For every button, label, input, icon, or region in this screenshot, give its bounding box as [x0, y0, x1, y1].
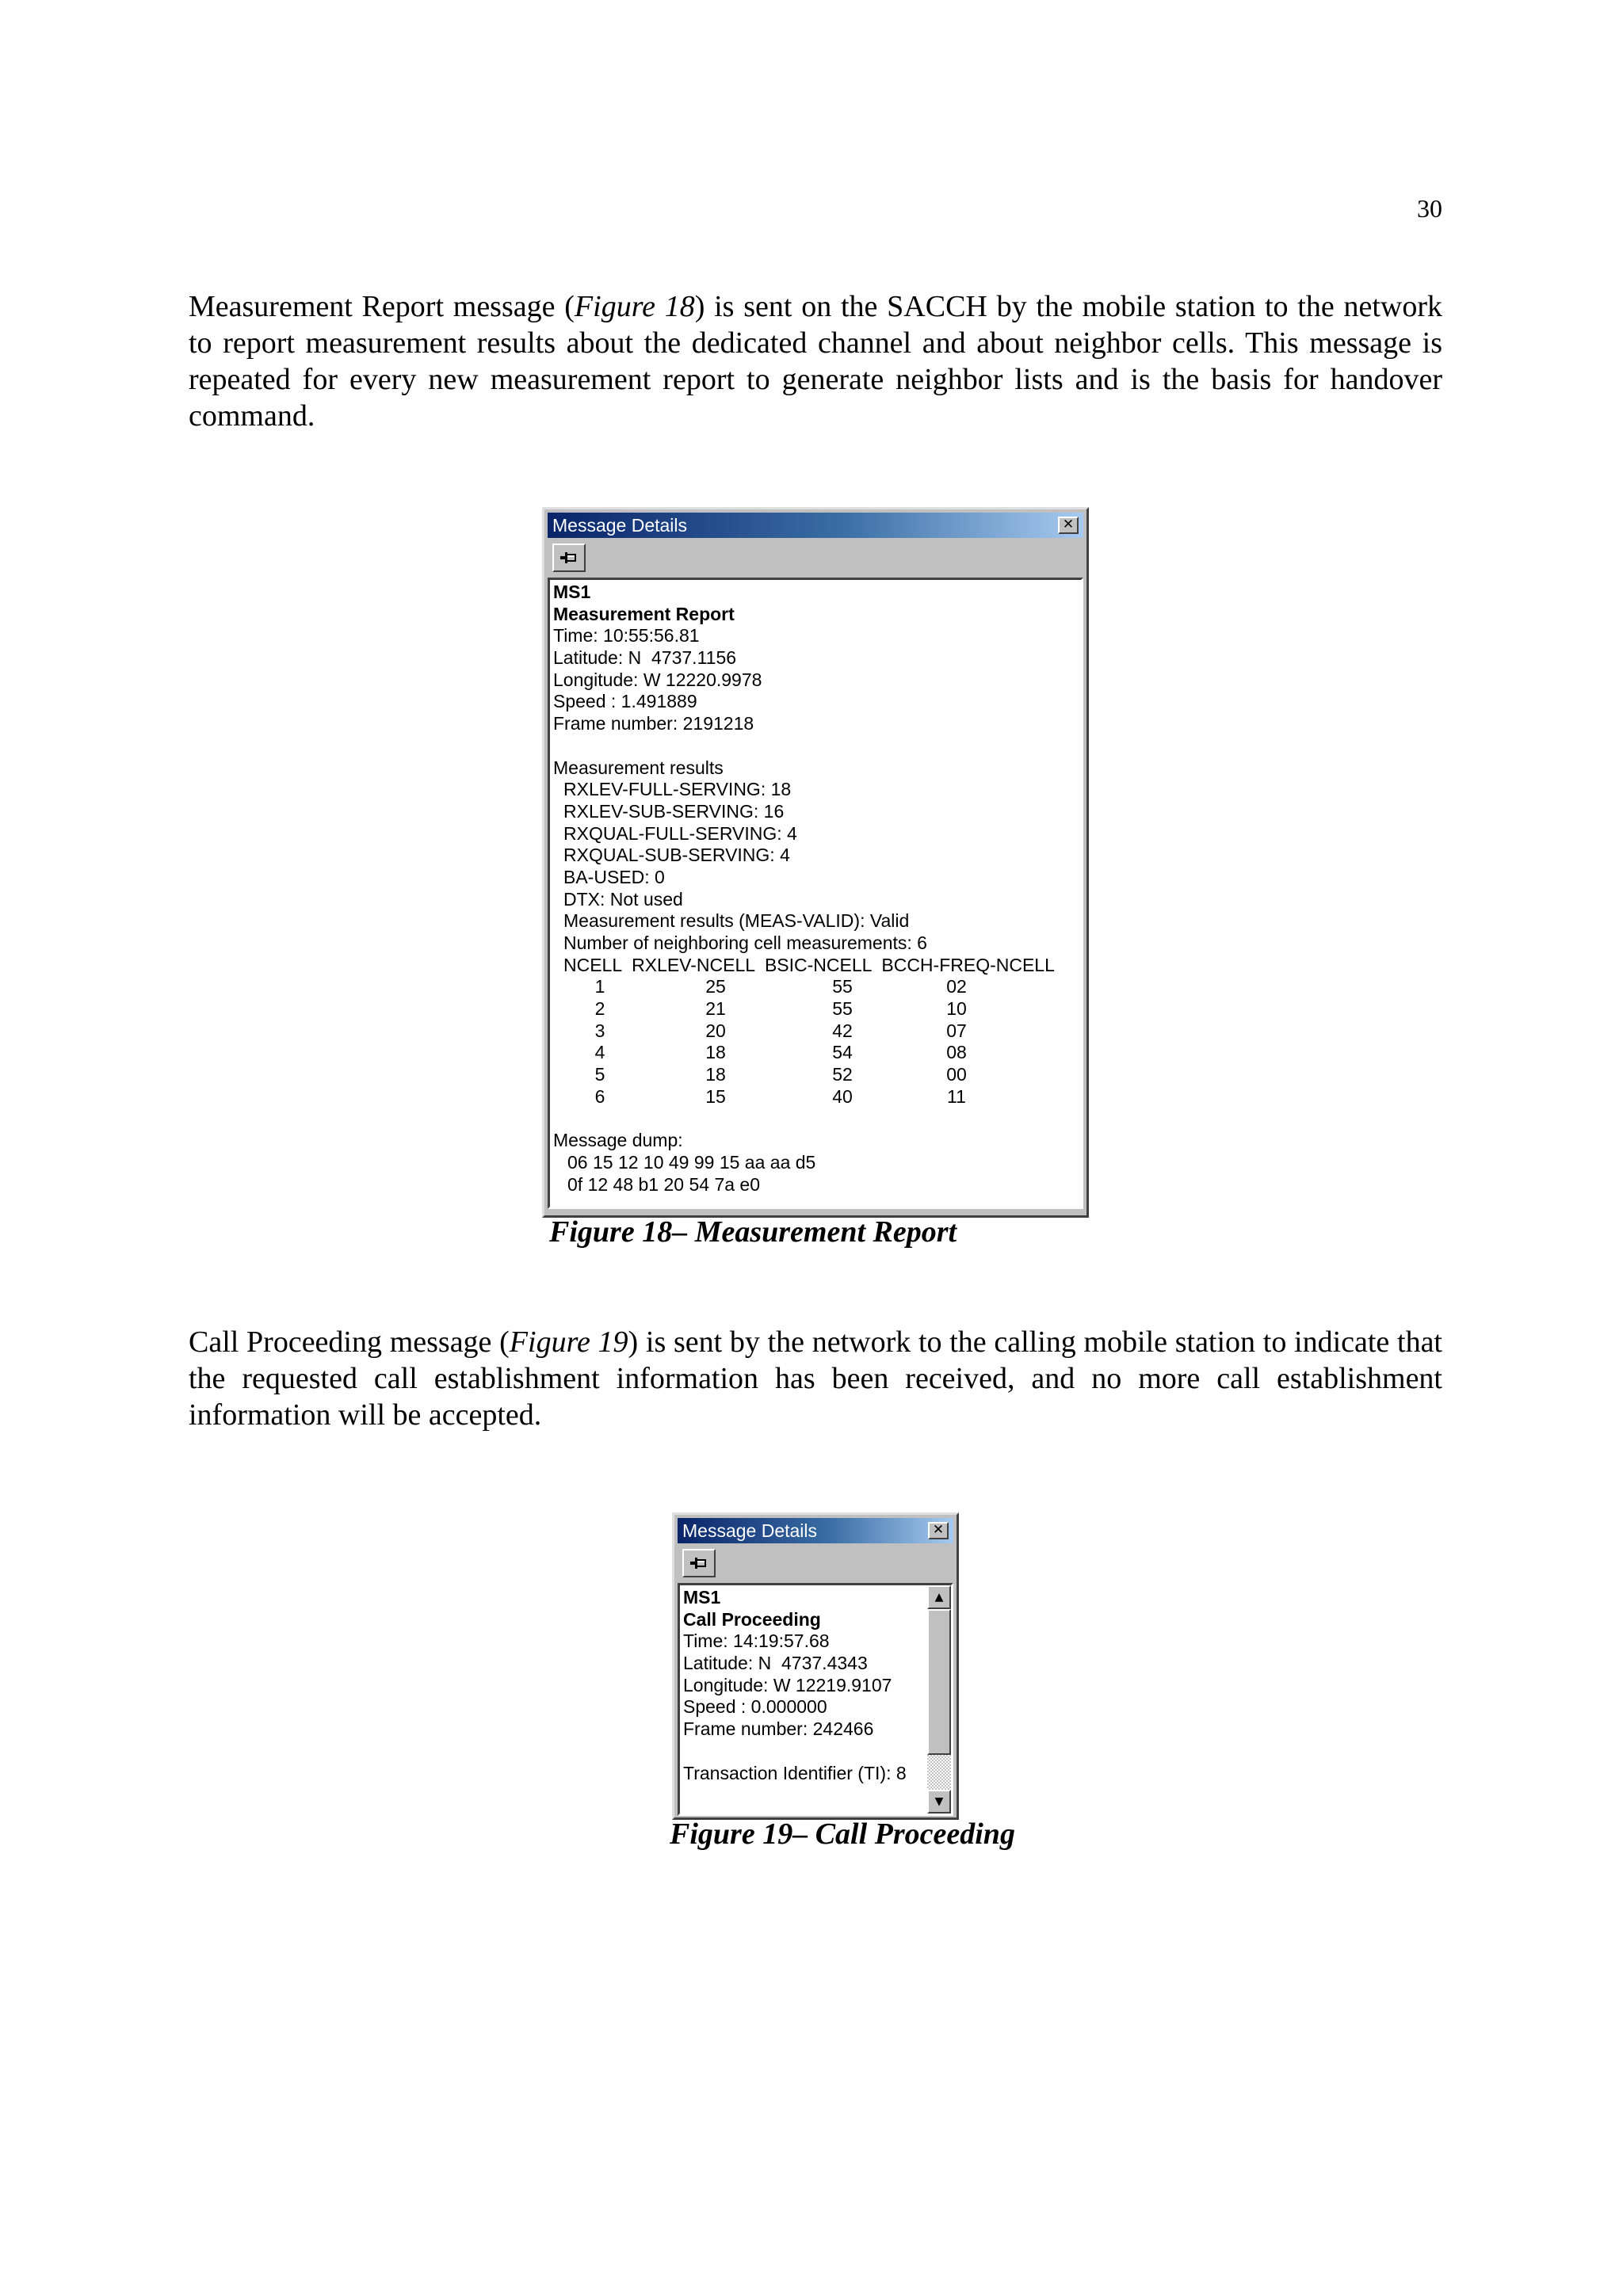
message-type: Measurement Report	[553, 603, 735, 624]
table-cell: 07	[946, 1020, 967, 1041]
pin-icon[interactable]	[682, 1549, 716, 1577]
pin-icon[interactable]	[552, 543, 586, 572]
table-cell: 20	[705, 1020, 726, 1041]
table-cell: 10	[946, 998, 967, 1020]
figure-caption: Figure 19– Call Proceeding	[670, 1817, 1015, 1851]
table-cell: 1	[594, 976, 605, 997]
result-line: RXQUAL-SUB-SERVING: 4	[563, 845, 790, 866]
window-title: Message Details	[552, 514, 688, 536]
table-cell: 00	[946, 1064, 967, 1085]
message-type: Call Proceeding	[683, 1608, 821, 1630]
window-title: Message Details	[682, 1520, 818, 1541]
table-cell: 55	[832, 976, 853, 997]
transaction-identifier: Transaction Identifier (TI): 8	[683, 1762, 907, 1783]
ncell-table-body	[553, 976, 1078, 1108]
table-cell: 21	[705, 998, 726, 1020]
result-line: DTX: Not used	[563, 888, 683, 910]
message-content	[548, 578, 1083, 1209]
table-cell: 42	[832, 1020, 853, 1041]
table-row	[563, 998, 1078, 1020]
table-row	[563, 1020, 1078, 1043]
figure-reference: Figure 18	[574, 290, 695, 323]
spacer	[553, 1108, 1078, 1131]
table-cell: 40	[832, 1085, 853, 1107]
info-line: Longitude: W 12220.9978	[553, 669, 762, 690]
paragraph-measurement-report	[189, 288, 1442, 434]
table-cell: 4	[594, 1042, 605, 1063]
paragraph-call-proceeding	[189, 1324, 1442, 1433]
table-cell: 18	[705, 1064, 726, 1085]
info-line: Longitude: W 12219.9107	[683, 1674, 892, 1695]
dump-line: 06 15 12 10 49 99 15 aa aa d5	[567, 1151, 816, 1173]
info-line: Speed : 0.000000	[683, 1696, 827, 1718]
page-number: 30	[1417, 194, 1442, 223]
dump-heading: Message dump:	[553, 1130, 683, 1151]
result-line: RXLEV-FULL-SERVING: 18	[563, 779, 792, 800]
table-cell: 02	[946, 976, 967, 997]
spacer	[683, 1741, 924, 1763]
result-line: Measurement results (MEAS-VALID): Valid	[563, 910, 910, 932]
info-line: Latitude: N 4737.1156	[553, 647, 737, 669]
table-cell: 11	[947, 1085, 966, 1107]
dump-line: 0f 12 48 b1 20 54 7a e0	[567, 1173, 760, 1195]
result-line: BA-USED: 0	[563, 866, 665, 887]
table-cell: 5	[594, 1064, 605, 1085]
window-toolbar	[678, 1543, 953, 1583]
ncell-table-header: NCELL RXLEV-NCELL BSIC-NCELL BCCH-FREQ-NCELL	[563, 954, 1055, 975]
ms-label: MS1	[683, 1587, 721, 1608]
message-details-window-call-proceeding	[672, 1512, 959, 1820]
arrow-down-icon[interactable]: ▼	[927, 1790, 951, 1814]
info-line: Speed : 1.491889	[553, 691, 697, 712]
info-line: Latitude: N 4737.4343	[683, 1653, 868, 1674]
window-toolbar	[548, 538, 1083, 578]
info-line: Time: 10:55:56.81	[553, 625, 700, 646]
table-cell: 2	[594, 998, 605, 1020]
info-line: Frame number: 2191218	[553, 713, 754, 734]
table-cell: 54	[832, 1042, 853, 1063]
table-cell: 25	[705, 976, 726, 997]
results-heading: Measurement results	[553, 757, 724, 778]
paragraph-text: Call Proceeding message (	[189, 1325, 510, 1359]
table-cell: 08	[946, 1042, 967, 1063]
table-cell: 52	[832, 1064, 853, 1085]
scrollbar-thumb[interactable]	[927, 1609, 951, 1755]
table-cell: 3	[594, 1020, 605, 1041]
vertical-scrollbar[interactable]	[927, 1585, 951, 1814]
paragraph-text: Measurement Report message (	[189, 290, 575, 323]
ms-label: MS1	[553, 582, 591, 602]
table-cell: 55	[832, 998, 853, 1020]
figure-reference: Figure 19	[509, 1325, 628, 1359]
table-row	[563, 1042, 1078, 1064]
window-titlebar[interactable]	[548, 513, 1083, 538]
window-titlebar[interactable]	[678, 1518, 953, 1543]
table-cell: 18	[705, 1042, 726, 1063]
table-cell: 15	[705, 1085, 726, 1107]
message-content	[678, 1583, 953, 1816]
close-icon[interactable]: ✕	[928, 1522, 949, 1539]
info-line: Frame number: 242466	[683, 1718, 874, 1740]
table-row	[563, 1086, 1078, 1108]
paragraph-text: ) is sent on the SACCH by the mobile station to the network to report measurement results about the dedicated channel and about neighbor cells. This message is repeated for every new measurement report to generate neighbor lists and is the basis for handover command.	[189, 290, 1443, 433]
result-line: RXQUAL-FULL-SERVING: 4	[563, 822, 797, 844]
spacer	[553, 735, 1078, 757]
info-line: Time: 14:19:57.68	[683, 1630, 830, 1652]
result-line: RXLEV-SUB-SERVING: 16	[563, 800, 785, 822]
message-details-window-measurement-report	[542, 507, 1089, 1218]
table-cell: 6	[594, 1085, 605, 1107]
table-row	[563, 976, 1078, 998]
result-line: Number of neighboring cell measurements: 6	[563, 933, 927, 953]
paragraph-text: ) is sent by the network to the calling mobile station to indicate that the requested call establishment information has been received, and no more call establishment information will be accepted.	[189, 1325, 1442, 1432]
table-row	[563, 1064, 1078, 1086]
close-icon[interactable]: ✕	[1058, 517, 1079, 534]
figure-caption: Figure 18– Measurement Report	[549, 1215, 957, 1249]
arrow-up-icon[interactable]: ▲	[927, 1585, 951, 1609]
